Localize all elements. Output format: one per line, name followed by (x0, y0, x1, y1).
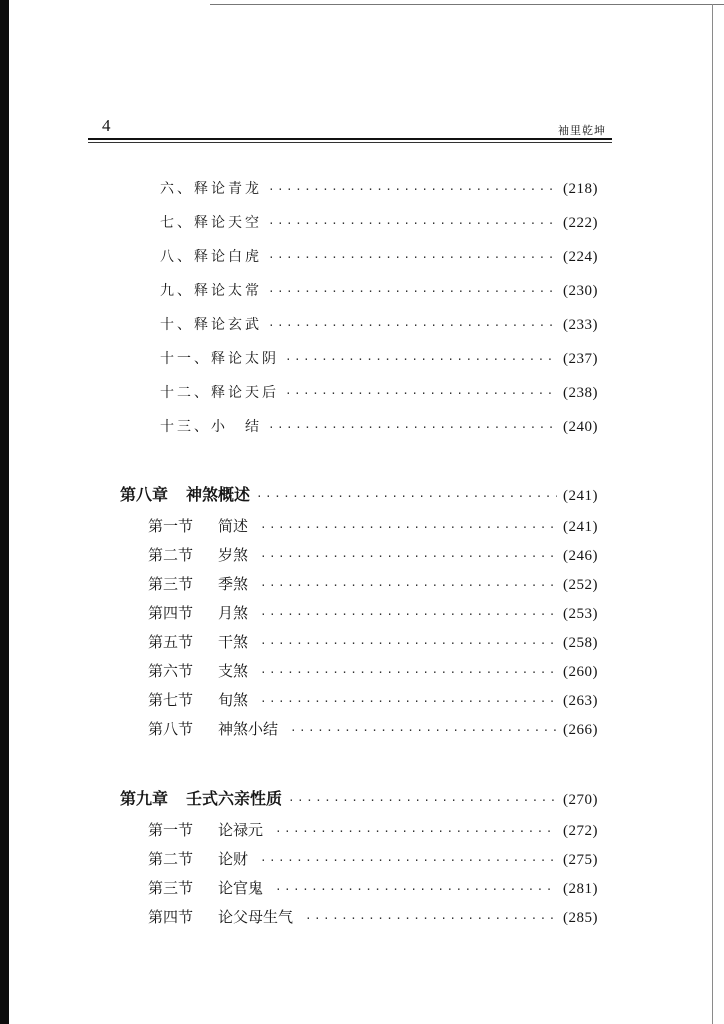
toc-entry-page: (218) (563, 181, 598, 197)
section-entry[interactable] (148, 877, 598, 899)
dot-leader (260, 854, 557, 867)
toc-entry-label: 十三、小 结 (160, 419, 262, 435)
section-title: 岁煞 (218, 546, 249, 564)
chapter-page: (270) (563, 792, 598, 808)
dot-leader (260, 608, 557, 621)
toc-entry-page: (237) (563, 351, 598, 367)
dot-leader (268, 421, 557, 434)
dot-leader (268, 217, 557, 230)
dot-leader (260, 521, 557, 534)
section-page: (260) (563, 664, 598, 680)
section-number: 第四节 (148, 908, 194, 926)
toc-entry[interactable] (160, 246, 598, 268)
chapter-number: 第九章 (120, 789, 169, 808)
section-number: 第四节 (148, 604, 194, 622)
section-entry[interactable] (148, 906, 598, 928)
section-title: 论官鬼 (218, 879, 264, 897)
section-page: (285) (563, 910, 598, 926)
section-page: (241) (563, 519, 598, 535)
toc-entry-page: (238) (563, 385, 598, 401)
dot-leader (290, 724, 557, 737)
section-title: 旬煞 (218, 691, 249, 709)
section-title: 简述 (218, 517, 249, 535)
dot-leader (285, 353, 557, 366)
toc-entry-label: 六、释论青龙 (160, 181, 262, 197)
dot-leader (260, 666, 557, 679)
section-title: 月煞 (218, 604, 249, 622)
section-page: (272) (563, 823, 598, 839)
section-page: (253) (563, 606, 598, 622)
section-entry[interactable] (148, 689, 598, 711)
toc-entry-page: (230) (563, 283, 598, 299)
dot-leader (260, 695, 557, 708)
toc-entry-label: 九、释论太常 (160, 283, 262, 299)
section-title: 论禄元 (218, 821, 264, 839)
toc-entry-label: 十一、释论太阴 (160, 351, 279, 367)
section-entry[interactable] (148, 631, 598, 653)
section-entry[interactable] (148, 819, 598, 841)
section-number: 第三节 (148, 575, 194, 593)
section-title: 神煞小结 (218, 720, 279, 738)
dot-leader (288, 794, 557, 807)
toc-entry[interactable] (160, 280, 598, 302)
toc-entry[interactable] (160, 382, 598, 404)
section-entry[interactable] (148, 848, 598, 870)
section-entry[interactable] (148, 660, 598, 682)
page-number: 4 (102, 116, 111, 135)
toc-entry-page: (222) (563, 215, 598, 231)
section-number: 第二节 (148, 850, 194, 868)
dot-leader (268, 183, 557, 196)
section-page: (281) (563, 881, 598, 897)
section-entry[interactable] (148, 602, 598, 624)
dot-leader (260, 637, 557, 650)
section-number: 第一节 (148, 517, 194, 535)
toc-entry[interactable] (160, 348, 598, 370)
section-page: (275) (563, 852, 598, 868)
dot-leader (285, 387, 557, 400)
dot-leader (275, 883, 557, 896)
dot-leader (268, 285, 557, 298)
toc-entry-page: (224) (563, 249, 598, 265)
toc-entry-label: 十、释论玄武 (160, 317, 262, 333)
toc-entry[interactable] (160, 212, 598, 234)
section-entry[interactable] (148, 718, 598, 740)
toc-entry[interactable] (160, 416, 598, 438)
toc-entry-page: (233) (563, 317, 598, 333)
section-page: (246) (563, 548, 598, 564)
section-title: 论财 (218, 850, 249, 868)
dot-leader (260, 550, 557, 563)
chapter-entry[interactable] (120, 786, 598, 808)
dot-leader (260, 579, 557, 592)
section-title: 季煞 (218, 575, 249, 593)
dot-leader (256, 490, 557, 503)
section-entry[interactable] (148, 573, 598, 595)
toc-entry-label: 十二、释论天后 (160, 385, 279, 401)
section-page: (252) (563, 577, 598, 593)
section-number: 第八节 (148, 720, 194, 738)
section-entry[interactable] (148, 515, 598, 537)
toc-entry-label: 八、释论白虎 (160, 249, 262, 265)
section-number: 第二节 (148, 546, 194, 564)
toc-entry[interactable] (160, 314, 598, 336)
section-number: 第五节 (148, 633, 194, 651)
section-page: (263) (563, 693, 598, 709)
toc-entry[interactable] (160, 178, 598, 200)
section-title: 干煞 (218, 633, 249, 651)
dot-leader (275, 825, 557, 838)
dot-leader (268, 319, 557, 332)
dot-leader (305, 912, 557, 925)
section-page: (258) (563, 635, 598, 651)
chapter-number: 第八章 (120, 485, 169, 504)
section-number: 第一节 (148, 821, 194, 839)
toc-entry-label: 七、释论天空 (160, 215, 262, 231)
toc-entry-page: (240) (563, 419, 598, 435)
chapter-entry[interactable] (120, 482, 598, 504)
chapter-title: 壬式六亲性质 (186, 789, 283, 808)
section-number: 第六节 (148, 662, 194, 680)
section-number: 第三节 (148, 879, 194, 897)
chapter-title: 神煞概述 (186, 485, 251, 504)
dot-leader (268, 251, 557, 264)
section-entry[interactable] (148, 544, 598, 566)
section-title: 论父母生气 (218, 908, 294, 926)
section-number: 第七节 (148, 691, 194, 709)
chapter-page: (241) (563, 488, 598, 504)
section-title: 支煞 (218, 662, 249, 680)
running-title: 袖里乾坤 (558, 124, 606, 137)
section-page: (266) (563, 722, 598, 738)
